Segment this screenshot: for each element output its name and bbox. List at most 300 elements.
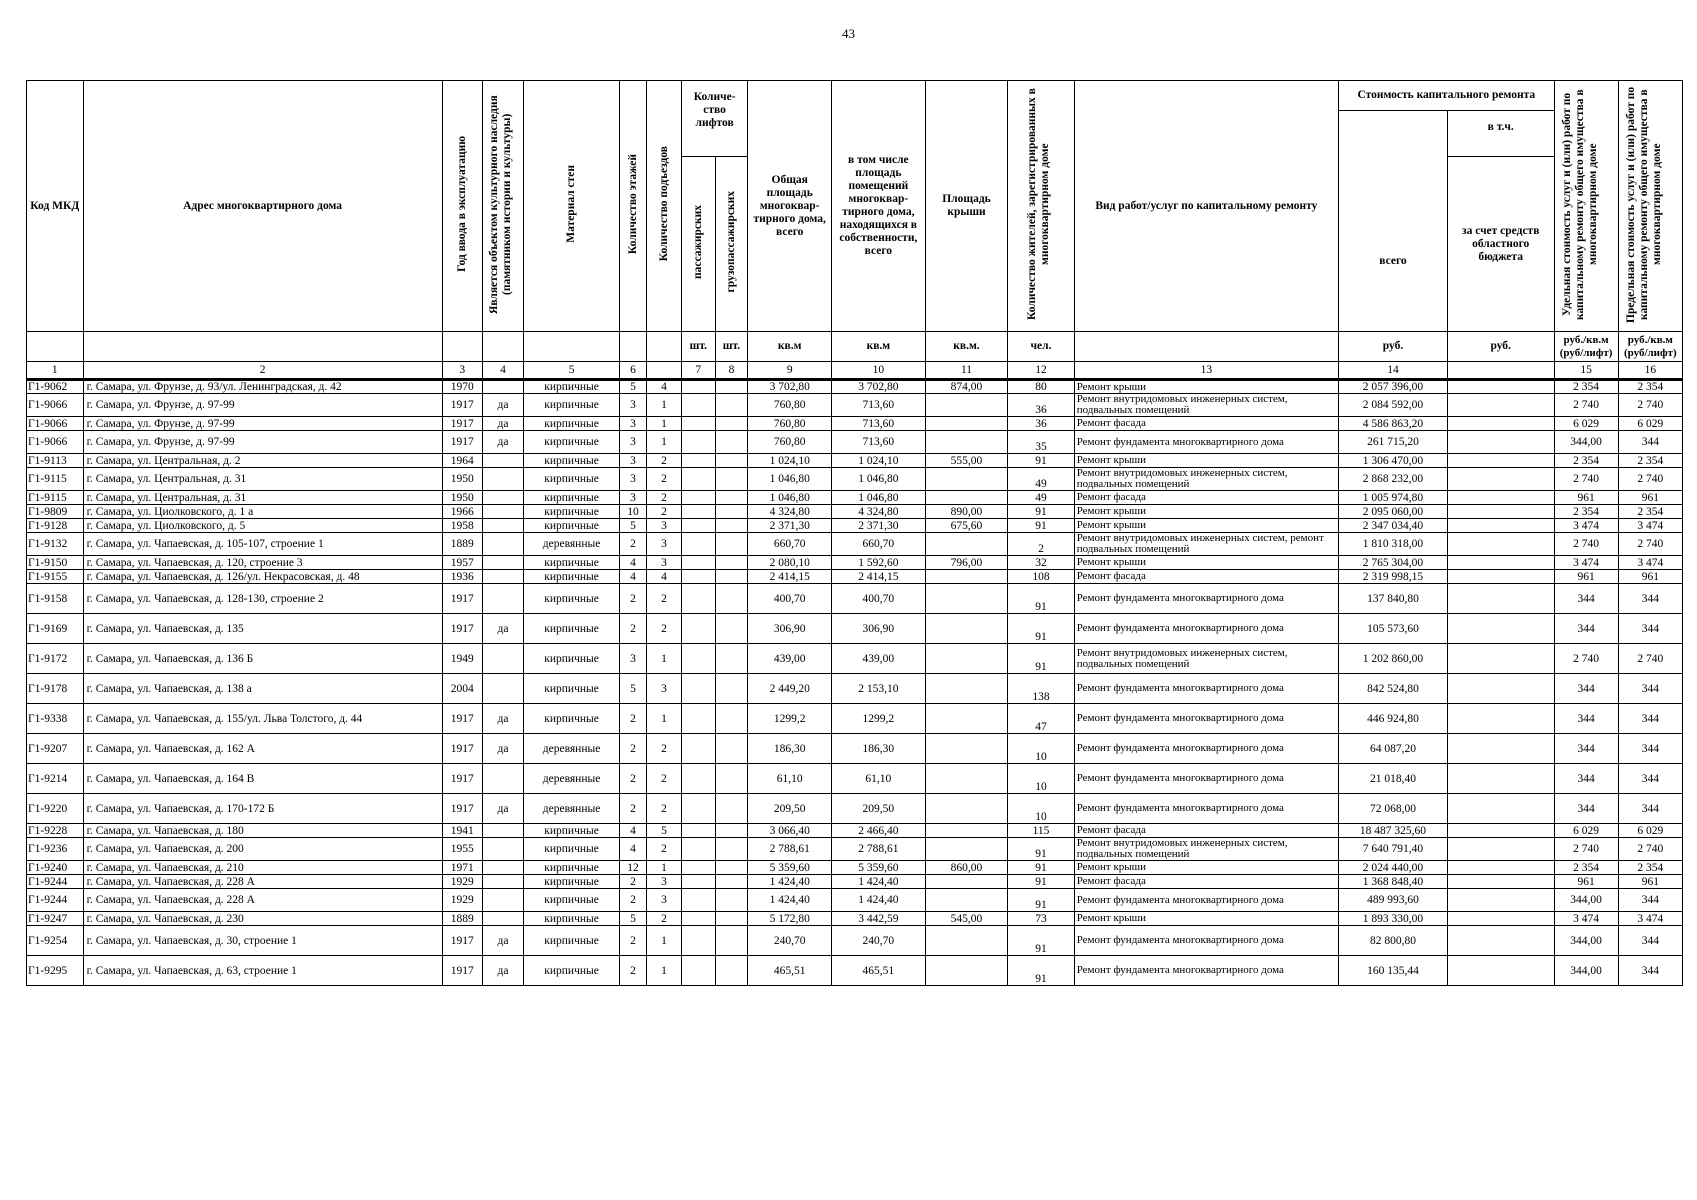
cell-work-type: Ремонт фасада: [1074, 570, 1338, 584]
cell-unit-cost: 6 029: [1554, 824, 1618, 838]
cell-lifts-cargo: [715, 505, 748, 519]
cell-cost-regional: [1447, 674, 1554, 704]
cell-total-area: 2 449,20: [748, 674, 832, 704]
cell-entrances: 1: [647, 861, 682, 875]
cell-entrances: 4: [647, 380, 682, 394]
cell-work-type: Ремонт фундамента многоквартирного дома: [1074, 734, 1338, 764]
cell-total-area: 209,50: [748, 794, 832, 824]
cell-unit-cost: 344: [1554, 614, 1618, 644]
header-entrances: Количество подъездов: [657, 146, 670, 262]
cell-total-area: 61,10: [748, 764, 832, 794]
header-address: Адрес многоквартирного дома: [83, 81, 442, 332]
cell-total-area: 3 066,40: [748, 824, 832, 838]
cell-roof-area: 890,00: [925, 505, 1008, 519]
cell-heritage: [482, 533, 523, 556]
cell-code: Г1-9178: [27, 674, 84, 704]
cell-heritage: да: [482, 956, 523, 986]
cell-cost-total: 2 765 304,00: [1339, 556, 1448, 570]
cell-address: г. Самара, ул. Чапаевская, д. 135: [83, 614, 442, 644]
column-number-row: [27, 362, 1683, 380]
cell-heritage: [482, 380, 523, 394]
cell-max-cost: 2 354: [1618, 454, 1682, 468]
unit-cost-total: руб.: [1339, 332, 1448, 362]
cell-total-area: 760,80: [748, 394, 832, 417]
cell-max-cost: 6 029: [1618, 824, 1682, 838]
cell-heritage: [482, 519, 523, 533]
cell-entrances: 2: [647, 584, 682, 614]
cell-residents: 10: [1008, 764, 1074, 794]
cell-roof-area: 545,00: [925, 912, 1008, 926]
cell-floors: 10: [619, 505, 646, 519]
cell-work-type: Ремонт крыши: [1074, 912, 1338, 926]
cell-entrances: 2: [647, 838, 682, 861]
table-row: [27, 838, 1683, 861]
cell-owned-area: 2 466,40: [832, 824, 926, 838]
unit-lifts-passenger: шт.: [681, 332, 715, 362]
cell-unit-cost: 344: [1554, 734, 1618, 764]
cell-max-cost: 2 354: [1618, 505, 1682, 519]
cell-year: 1917: [442, 794, 482, 824]
cell-heritage: [482, 468, 523, 491]
cell-lifts-passenger: [681, 533, 715, 556]
table-row: [27, 644, 1683, 674]
cell-owned-area: 2 788,61: [832, 838, 926, 861]
cell-total-area: 465,51: [748, 956, 832, 986]
cell-heritage: да: [482, 417, 523, 431]
cell-year: 1941: [442, 824, 482, 838]
cell-roof-area: [925, 570, 1008, 584]
cell-year: 1950: [442, 468, 482, 491]
cell-cost-total: 2 095 060,00: [1339, 505, 1448, 519]
header-cost-regional: за счет средств областного бюджета: [1447, 157, 1554, 332]
column-number: 2: [83, 362, 442, 380]
cell-walls: кирпичные: [524, 644, 620, 674]
cell-roof-area: [925, 956, 1008, 986]
cell-lifts-cargo: [715, 875, 748, 889]
cell-floors: 3: [619, 491, 646, 505]
cell-floors: 2: [619, 926, 646, 956]
cell-year: 1917: [442, 417, 482, 431]
cell-owned-area: 1 592,60: [832, 556, 926, 570]
cell-unit-cost: 2 354: [1554, 505, 1618, 519]
cell-lifts-cargo: [715, 912, 748, 926]
cell-heritage: [482, 764, 523, 794]
cell-unit-cost: 2 354: [1554, 454, 1618, 468]
cell-code: Г1-9155: [27, 570, 84, 584]
cell-code: Г1-9158: [27, 584, 84, 614]
cell-year: 1955: [442, 838, 482, 861]
cell-address: г. Самара, ул. Чапаевская, д. 228 А: [83, 889, 442, 912]
cell-owned-area: 306,90: [832, 614, 926, 644]
cell-walls: кирпичные: [524, 491, 620, 505]
column-number: 6: [619, 362, 646, 380]
column-number: 12: [1008, 362, 1074, 380]
cell-entrances: 2: [647, 794, 682, 824]
cell-residents: 91: [1008, 644, 1074, 674]
cell-walls: кирпичные: [524, 417, 620, 431]
cell-residents: 10: [1008, 794, 1074, 824]
cell-roof-area: [925, 889, 1008, 912]
cell-lifts-cargo: [715, 394, 748, 417]
cell-max-cost: 3 474: [1618, 912, 1682, 926]
cell-work-type: Ремонт крыши: [1074, 380, 1338, 394]
cell-address: г. Самара, ул. Чапаевская, д. 30, строение 1: [83, 926, 442, 956]
cell-year: 1970: [442, 380, 482, 394]
cell-cost-regional: [1447, 584, 1554, 614]
header-max-cost: Предельная стоимость услуг и (или) работ по капитальному ремонту общего имущества в многоквартирном доме: [1625, 85, 1664, 323]
cell-walls: кирпичные: [524, 956, 620, 986]
cell-roof-area: [925, 431, 1008, 454]
cell-code: Г1-9809: [27, 505, 84, 519]
cell-owned-area: 1299,2: [832, 704, 926, 734]
cell-heritage: [482, 889, 523, 912]
cell-address: г. Самара, ул. Центральная, д. 2: [83, 454, 442, 468]
cell-unit-cost: 344,00: [1554, 889, 1618, 912]
cell-code: Г1-9220: [27, 794, 84, 824]
cell-owned-area: 713,60: [832, 431, 926, 454]
cell-year: 1950: [442, 491, 482, 505]
cell-owned-area: 1 046,80: [832, 491, 926, 505]
cell-cost-total: 1 368 848,40: [1339, 875, 1448, 889]
cell-heritage: да: [482, 704, 523, 734]
cell-lifts-cargo: [715, 824, 748, 838]
cell-residents: 91: [1008, 875, 1074, 889]
cell-year: 1971: [442, 861, 482, 875]
cell-lifts-cargo: [715, 861, 748, 875]
cell-entrances: 4: [647, 570, 682, 584]
cell-heritage: да: [482, 926, 523, 956]
cell-walls: кирпичные: [524, 704, 620, 734]
cell-code: Г1-9214: [27, 764, 84, 794]
cell-walls: кирпичные: [524, 454, 620, 468]
cell-address: г. Самара, ул. Чапаевская, д. 180: [83, 824, 442, 838]
cell-owned-area: 439,00: [832, 644, 926, 674]
cell-lifts-passenger: [681, 794, 715, 824]
cell-cost-regional: [1447, 491, 1554, 505]
cell-unit-cost: 3 474: [1554, 912, 1618, 926]
cell-owned-area: 3 442,59: [832, 912, 926, 926]
cell-total-area: 760,80: [748, 431, 832, 454]
cell-address: г. Самара, ул. Чапаевская, д. 162 А: [83, 734, 442, 764]
cell-lifts-cargo: [715, 431, 748, 454]
cell-unit-cost: 2 740: [1554, 468, 1618, 491]
cell-year: 1917: [442, 614, 482, 644]
header-lifts: Количе-ство лифтов: [681, 81, 747, 157]
cell-walls: кирпичные: [524, 875, 620, 889]
column-number: 14: [1339, 362, 1448, 380]
cell-walls: кирпичные: [524, 431, 620, 454]
cell-heritage: [482, 674, 523, 704]
cell-max-cost: 344: [1618, 704, 1682, 734]
cell-heritage: да: [482, 431, 523, 454]
cell-walls: деревянные: [524, 764, 620, 794]
cell-work-type: Ремонт фасада: [1074, 491, 1338, 505]
cell-total-area: 439,00: [748, 644, 832, 674]
cell-work-type: Ремонт фундамента многоквартирного дома: [1074, 704, 1338, 734]
cell-work-type: Ремонт фасада: [1074, 417, 1338, 431]
cell-roof-area: [925, 644, 1008, 674]
cell-max-cost: 961: [1618, 875, 1682, 889]
cell-cost-regional: [1447, 861, 1554, 875]
cell-unit-cost: 344: [1554, 794, 1618, 824]
cell-total-area: 1 046,80: [748, 491, 832, 505]
cell-year: 1957: [442, 556, 482, 570]
cell-code: Г1-9066: [27, 431, 84, 454]
cell-walls: кирпичные: [524, 838, 620, 861]
cell-roof-area: 874,00: [925, 380, 1008, 394]
cell-year: 1917: [442, 764, 482, 794]
cell-work-type: Ремонт фундамента многоквартирного дома: [1074, 794, 1338, 824]
cell-lifts-passenger: [681, 674, 715, 704]
cell-unit-cost: 2 354: [1554, 861, 1618, 875]
table-row: [27, 491, 1683, 505]
cell-code: Г1-9236: [27, 838, 84, 861]
header-year: Год ввода в эксплуатацию: [455, 136, 468, 272]
cell-lifts-cargo: [715, 556, 748, 570]
cell-work-type: Ремонт фундамента многоквартирного дома: [1074, 956, 1338, 986]
table-row: [27, 556, 1683, 570]
cell-owned-area: 713,60: [832, 394, 926, 417]
unit-owned-area: кв.м: [832, 332, 926, 362]
cell-owned-area: 209,50: [832, 794, 926, 824]
column-number: 8: [715, 362, 748, 380]
cell-floors: 3: [619, 394, 646, 417]
cell-floors: 12: [619, 861, 646, 875]
cell-entrances: 3: [647, 875, 682, 889]
cell-floors: 4: [619, 824, 646, 838]
cell-code: Г1-9066: [27, 394, 84, 417]
cell-lifts-cargo: [715, 491, 748, 505]
cell-floors: 3: [619, 417, 646, 431]
table-row: [27, 794, 1683, 824]
cell-roof-area: [925, 417, 1008, 431]
cell-lifts-cargo: [715, 956, 748, 986]
cell-lifts-passenger: [681, 584, 715, 614]
cell-roof-area: [925, 468, 1008, 491]
header-lifts-cargo: грузопассажирских: [724, 191, 737, 293]
cell-code: Г1-9062: [27, 380, 84, 394]
cell-lifts-passenger: [681, 956, 715, 986]
cell-floors: 2: [619, 533, 646, 556]
cell-residents: 73: [1008, 912, 1074, 926]
cell-owned-area: 713,60: [832, 417, 926, 431]
cell-cost-regional: [1447, 734, 1554, 764]
cell-address: г. Самара, ул. Чапаевская, д. 155/ул. Льва Толстого, д. 44: [83, 704, 442, 734]
cell-cost-total: 489 993,60: [1339, 889, 1448, 912]
cell-cost-regional: [1447, 614, 1554, 644]
cell-max-cost: 2 354: [1618, 861, 1682, 875]
cell-code: Г1-9115: [27, 468, 84, 491]
header-cost-group: Стоимость капитального ремонта: [1339, 81, 1554, 111]
header-unit-cost: Удельная стоимость услуг и (или) работ по капитальному ремонту общего имущества в многоквартирном доме: [1561, 88, 1600, 320]
cell-address: г. Самара, ул. Чапаевская, д. 138 а: [83, 674, 442, 704]
cell-code: Г1-9113: [27, 454, 84, 468]
cell-cost-total: 1 306 470,00: [1339, 454, 1448, 468]
cell-cost-regional: [1447, 556, 1554, 570]
cell-floors: 2: [619, 584, 646, 614]
cell-cost-regional: [1447, 468, 1554, 491]
cell-cost-regional: [1447, 875, 1554, 889]
header-lifts-passenger: пассажирских: [691, 205, 704, 279]
cell-total-area: 4 324,80: [748, 505, 832, 519]
cell-roof-area: [925, 491, 1008, 505]
cell-work-type: Ремонт фундамента многоквартирного дома: [1074, 674, 1338, 704]
cell-heritage: [482, 584, 523, 614]
table-row: [27, 912, 1683, 926]
cell-heritage: [482, 875, 523, 889]
cell-roof-area: 555,00: [925, 454, 1008, 468]
cell-year: 1949: [442, 644, 482, 674]
cell-walls: деревянные: [524, 533, 620, 556]
table-row: [27, 764, 1683, 794]
cell-cost-total: 4 586 863,20: [1339, 417, 1448, 431]
cell-cost-regional: [1447, 417, 1554, 431]
cell-residents: 36: [1008, 394, 1074, 417]
cell-floors: 3: [619, 644, 646, 674]
cell-cost-regional: [1447, 394, 1554, 417]
cell-address: г. Самара, ул. Циолковского, д. 1 а: [83, 505, 442, 519]
table-row: [27, 417, 1683, 431]
cell-owned-area: 660,70: [832, 533, 926, 556]
cell-roof-area: [925, 704, 1008, 734]
cell-unit-cost: 344: [1554, 674, 1618, 704]
cell-work-type: Ремонт крыши: [1074, 519, 1338, 533]
cell-unit-cost: 2 740: [1554, 644, 1618, 674]
cell-cost-regional: [1447, 794, 1554, 824]
table-row: [27, 704, 1683, 734]
cell-residents: 115: [1008, 824, 1074, 838]
cell-floors: 2: [619, 956, 646, 986]
cell-work-type: Ремонт фундамента многоквартирного дома: [1074, 584, 1338, 614]
cell-total-area: 5 359,60: [748, 861, 832, 875]
cell-roof-area: [925, 533, 1008, 556]
unit-total-area: кв.м: [748, 332, 832, 362]
cell-floors: 2: [619, 794, 646, 824]
cell-unit-cost: 961: [1554, 570, 1618, 584]
table-row: [27, 380, 1683, 394]
cell-total-area: 186,30: [748, 734, 832, 764]
cell-floors: 4: [619, 570, 646, 584]
cell-year: 1929: [442, 875, 482, 889]
column-number: 1: [27, 362, 84, 380]
cell-cost-regional: [1447, 912, 1554, 926]
cell-address: г. Самара, ул. Фрунзе, д. 97-99: [83, 394, 442, 417]
cell-lifts-passenger: [681, 912, 715, 926]
cell-lifts-cargo: [715, 704, 748, 734]
cell-floors: 4: [619, 556, 646, 570]
cell-entrances: 1: [647, 431, 682, 454]
header-owned-area: в том числе площадь помещений многоквар-тирного дома, находящихся в собственности, всего: [832, 81, 926, 332]
cell-roof-area: [925, 584, 1008, 614]
cell-entrances: 3: [647, 889, 682, 912]
column-number: 10: [832, 362, 926, 380]
cell-cost-regional: [1447, 889, 1554, 912]
cell-lifts-passenger: [681, 519, 715, 533]
cell-cost-regional: [1447, 454, 1554, 468]
cell-residents: 91: [1008, 838, 1074, 861]
cell-lifts-cargo: [715, 794, 748, 824]
cell-total-area: 1 424,40: [748, 889, 832, 912]
cell-code: Г1-9244: [27, 889, 84, 912]
cell-entrances: 1: [647, 956, 682, 986]
cell-entrances: 2: [647, 454, 682, 468]
cell-cost-total: 2 057 396,00: [1339, 380, 1448, 394]
cell-floors: 2: [619, 875, 646, 889]
cell-cost-regional: [1447, 764, 1554, 794]
cell-floors: 3: [619, 431, 646, 454]
cell-entrances: 2: [647, 764, 682, 794]
cell-roof-area: [925, 875, 1008, 889]
cell-unit-cost: 344: [1554, 704, 1618, 734]
cell-max-cost: 344: [1618, 614, 1682, 644]
cell-total-area: 2 080,10: [748, 556, 832, 570]
cell-code: Г1-9244: [27, 875, 84, 889]
cell-floors: 2: [619, 734, 646, 764]
table-row: [27, 861, 1683, 875]
page-number: 43: [842, 26, 855, 41]
cell-total-area: 2 414,15: [748, 570, 832, 584]
cell-cost-total: 7 640 791,40: [1339, 838, 1448, 861]
cell-total-area: 1 424,40: [748, 875, 832, 889]
cell-cost-total: 105 573,60: [1339, 614, 1448, 644]
cell-unit-cost: 2 354: [1554, 380, 1618, 394]
cell-walls: кирпичные: [524, 674, 620, 704]
cell-unit-cost: 961: [1554, 491, 1618, 505]
cell-code: Г1-9247: [27, 912, 84, 926]
cell-residents: 91: [1008, 519, 1074, 533]
cell-lifts-passenger: [681, 889, 715, 912]
cell-lifts-cargo: [715, 417, 748, 431]
table-row: [27, 614, 1683, 644]
cell-lifts-cargo: [715, 570, 748, 584]
cell-address: г. Самара, ул. Чапаевская, д. 228 А: [83, 875, 442, 889]
cell-lifts-passenger: [681, 431, 715, 454]
table-row: [27, 570, 1683, 584]
cell-year: 2004: [442, 674, 482, 704]
cell-floors: 3: [619, 468, 646, 491]
cell-address: г. Самара, ул. Чапаевская, д. 136 Б: [83, 644, 442, 674]
cell-year: 1964: [442, 454, 482, 468]
cell-code: Г1-9150: [27, 556, 84, 570]
table-body: [27, 380, 1683, 986]
cell-owned-area: 465,51: [832, 956, 926, 986]
cell-heritage: да: [482, 394, 523, 417]
cell-cost-regional: [1447, 505, 1554, 519]
cell-owned-area: 2 371,30: [832, 519, 926, 533]
cell-work-type: Ремонт фундамента многоквартирного дома: [1074, 764, 1338, 794]
table-row: [27, 674, 1683, 704]
cell-max-cost: 344: [1618, 794, 1682, 824]
cell-owned-area: 5 359,60: [832, 861, 926, 875]
cell-work-type: Ремонт внутридомовых инженерных систем, подвальных помещений: [1074, 468, 1338, 491]
cell-address: г. Самара, ул. Фрунзе, д. 97-99: [83, 417, 442, 431]
cell-unit-cost: 961: [1554, 875, 1618, 889]
header-cost-incl: в т.ч.: [1447, 111, 1554, 157]
cell-owned-area: 2 153,10: [832, 674, 926, 704]
cell-entrances: 1: [647, 644, 682, 674]
cell-residents: 36: [1008, 417, 1074, 431]
cell-year: 1929: [442, 889, 482, 912]
header-floors: Количество этажей: [626, 153, 639, 255]
unit-lifts-cargo: шт.: [715, 332, 748, 362]
cell-floors: 3: [619, 454, 646, 468]
table-row: [27, 431, 1683, 454]
cell-residents: 49: [1008, 491, 1074, 505]
header-walls: Материал стен: [565, 165, 578, 243]
cell-work-type: Ремонт фундамента многоквартирного дома: [1074, 889, 1338, 912]
cell-lifts-passenger: [681, 644, 715, 674]
cell-heritage: [482, 824, 523, 838]
